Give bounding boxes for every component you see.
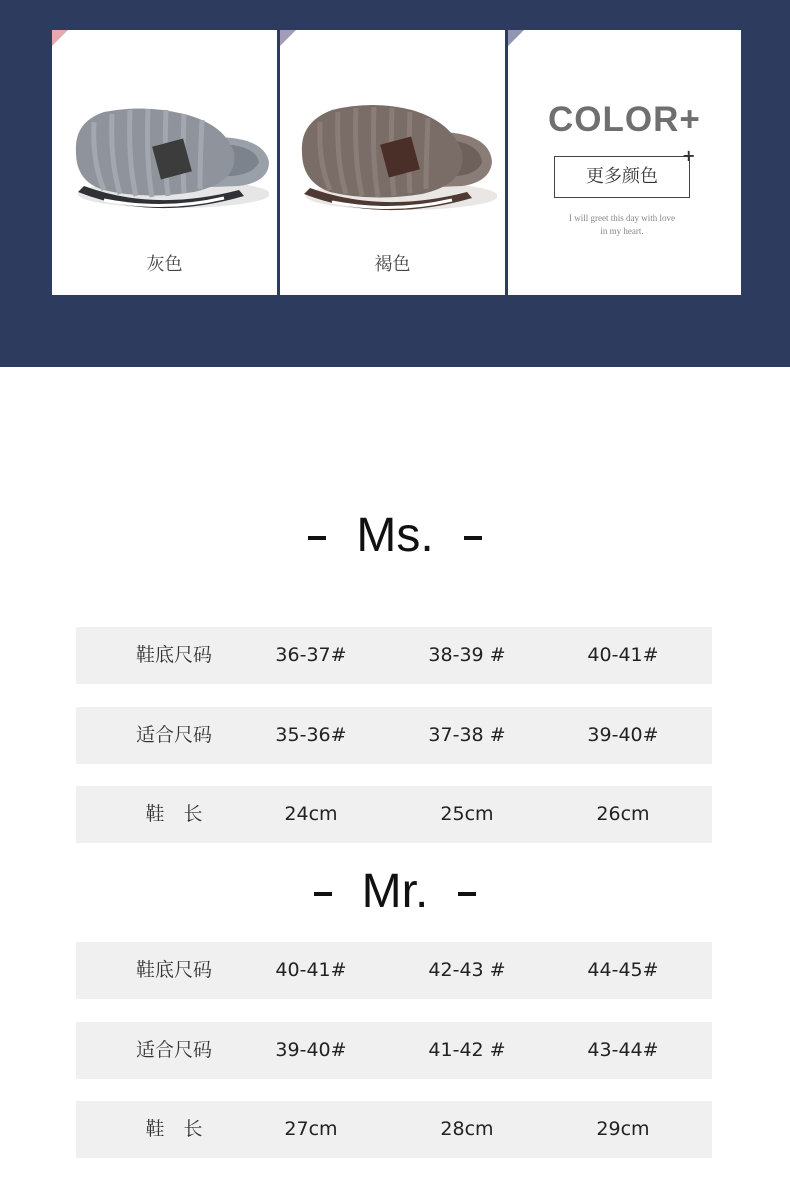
ms-row-length [76, 786, 712, 843]
more-colors-card [508, 30, 741, 295]
swatch-card-gray[interactable] [52, 30, 277, 295]
more-colors-button[interactable]: 更多颜色 [554, 156, 690, 198]
title-dash [458, 892, 476, 896]
row-label: 适合尺码 [135, 1039, 212, 1061]
row-value: 41-42 # [428, 1039, 506, 1061]
title-dash [308, 536, 326, 540]
row-value: 43-44# [587, 1039, 659, 1061]
row-value: 28cm [440, 1118, 494, 1140]
row-label: 鞋底尺码 [135, 959, 212, 981]
row-value: 35-36# [275, 724, 347, 746]
ms-title-text: Ms. [356, 509, 434, 562]
card-corner-accent [508, 30, 524, 46]
plus-icon: + [682, 146, 696, 165]
title-dash [464, 536, 482, 540]
ms-row-fit-size [76, 707, 712, 764]
mr-row-length [76, 1101, 712, 1158]
row-value: 38-39 # [428, 644, 506, 666]
color-plus-title: COLOR+ [548, 100, 701, 139]
top-banner [0, 0, 790, 367]
row-value: 24cm [284, 803, 338, 825]
brown-slipper-image [292, 82, 497, 222]
mr-section-title [0, 864, 790, 919]
row-value: 37-38 # [428, 724, 506, 746]
row-value: 36-37# [275, 644, 347, 666]
row-value: 29cm [596, 1118, 650, 1140]
swatch-label-brown: 褐色 [374, 254, 411, 275]
row-value: 44-45# [587, 959, 659, 981]
gray-slipper-image [64, 82, 269, 222]
mr-row-sole-size [76, 942, 712, 999]
ms-section-title [0, 508, 790, 563]
row-value: 27cm [284, 1118, 338, 1140]
row-label: 鞋 长 [145, 803, 203, 825]
mr-title-text: Mr. [361, 865, 429, 918]
row-value: 42-43 # [428, 959, 506, 981]
swatch-label-gray: 灰色 [146, 254, 183, 275]
mr-row-fit-size [76, 1022, 712, 1079]
card-corner-accent [280, 30, 296, 46]
ms-row-sole-size [76, 627, 712, 684]
tagline-line-1: I will greet this day with love [569, 213, 675, 223]
row-value: 25cm [440, 803, 494, 825]
row-value: 40-41# [587, 644, 659, 666]
swatch-card-brown[interactable] [280, 30, 505, 295]
row-value: 39-40# [587, 724, 659, 746]
row-label: 鞋底尺码 [135, 644, 212, 666]
tagline [548, 212, 696, 238]
title-dash [314, 892, 332, 896]
tagline-line-2: in my heart. [600, 226, 644, 236]
row-label: 鞋 长 [145, 1118, 203, 1140]
row-value: 26cm [596, 803, 650, 825]
card-corner-accent [52, 30, 68, 46]
row-value: 40-41# [275, 959, 347, 981]
row-label: 适合尺码 [135, 724, 212, 746]
row-value: 39-40# [275, 1039, 347, 1061]
